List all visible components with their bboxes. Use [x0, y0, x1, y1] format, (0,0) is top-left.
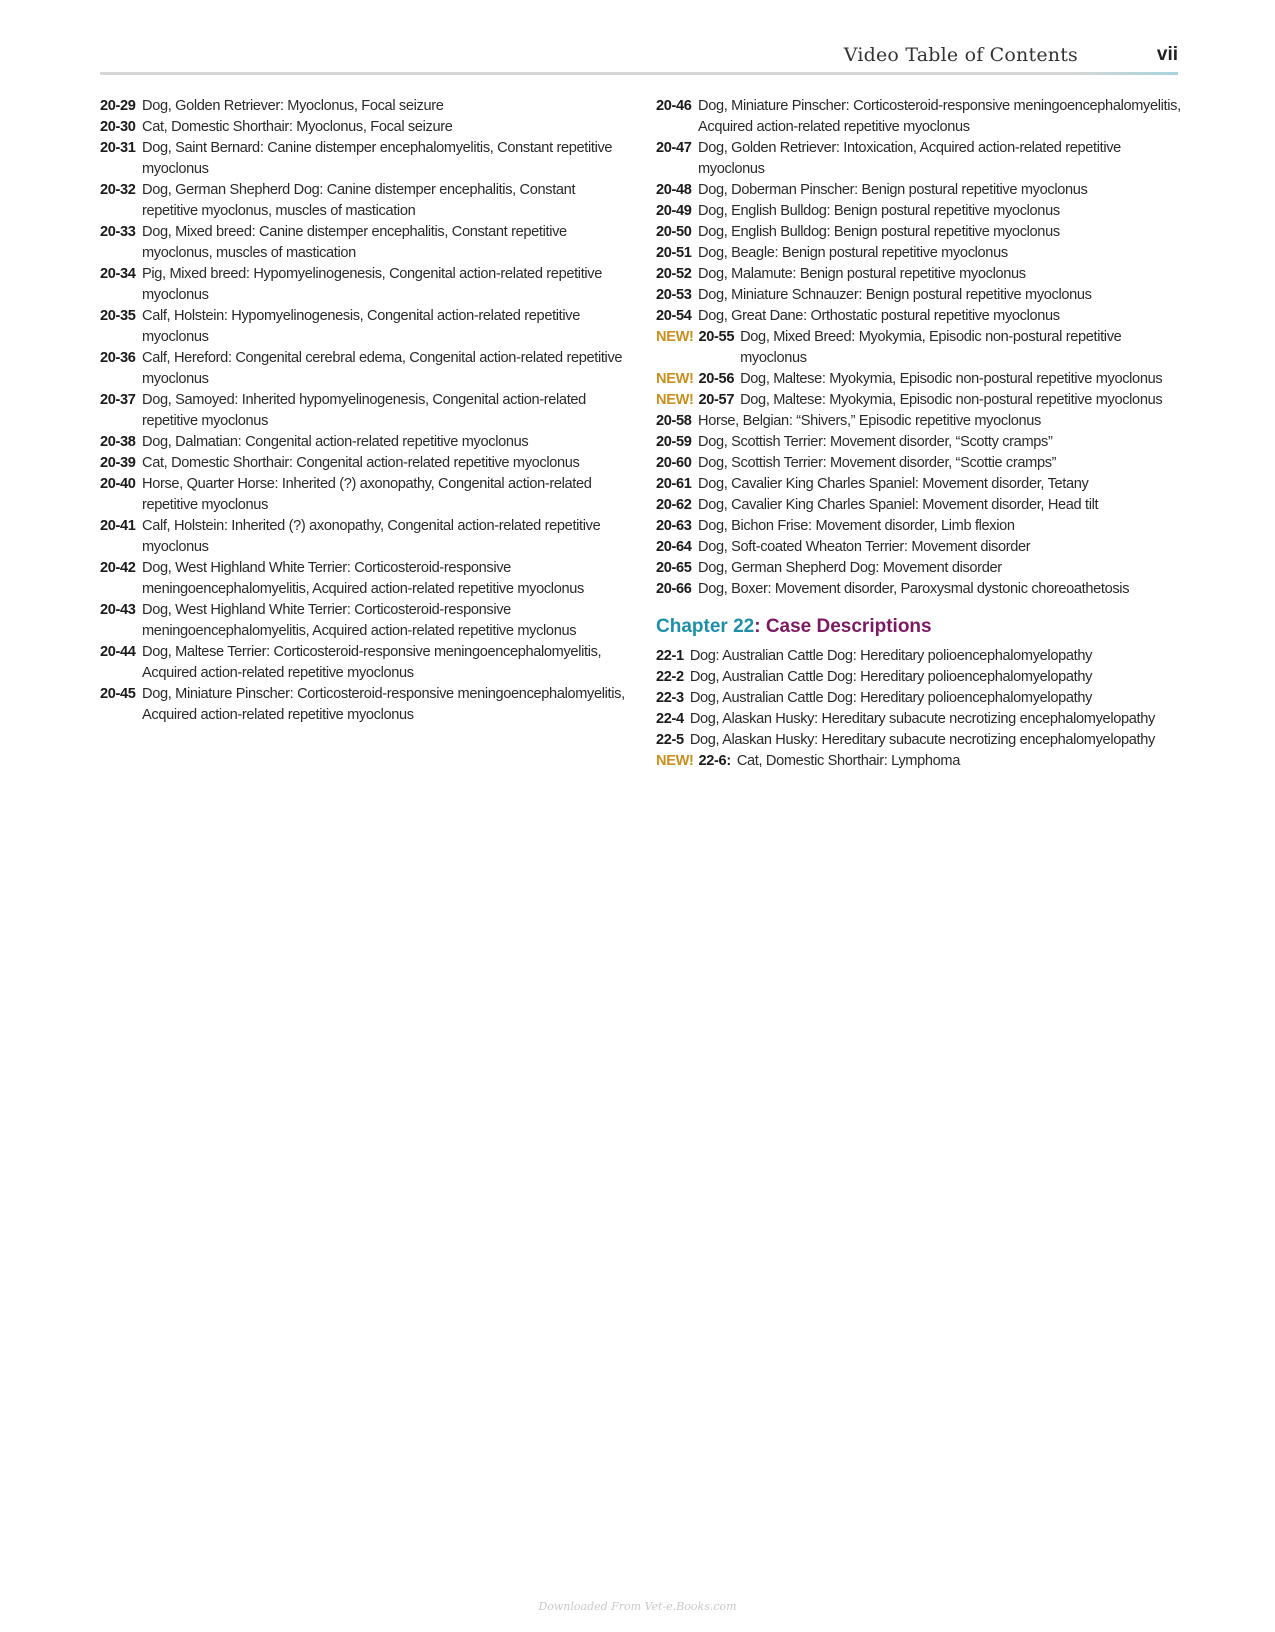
entry-number: 20-57	[698, 392, 735, 408]
chapter-title: Case Descriptions	[765, 616, 932, 637]
toc-entry	[100, 96, 630, 117]
entry-description: Dog, West Highland White Terrier: Corticosteroid-responsive meningoencephalomyelitis, Acquired action-related repetitive myoclonus	[142, 560, 584, 597]
chapter-separator: :	[754, 616, 761, 637]
toc-entry	[656, 537, 1186, 558]
new-badge: NEW!	[656, 753, 694, 769]
entry-description: Dog, Maltese: Myokymia, Episodic non-postural repetitive myoclonus	[740, 392, 1163, 408]
chapter-number: Chapter 22	[656, 616, 755, 637]
entry-description: Dog, Scottish Terrier: Movement disorder, “Scottie cramps”	[698, 455, 1057, 471]
entry-description: Pig, Mixed breed: Hypomyelinogenesis, Congenital action-related repetitive myoclonus	[142, 266, 603, 303]
entry-description: Dog, Australian Cattle Dog: Hereditary polioencephalomyelopathy	[689, 690, 1093, 706]
entry-number: 20-40	[100, 476, 136, 492]
toc-entry	[656, 579, 1186, 600]
toc-entry	[100, 642, 630, 684]
entry-description: Dog, Scottish Terrier: Movement disorder, “Scotty cramps”	[698, 434, 1053, 450]
entry-number: 22-4	[656, 711, 684, 727]
entry-description: Dog, Malamute: Benign postural repetitive myoclonus	[698, 266, 1026, 282]
entry-number: 20-66	[656, 581, 692, 597]
toc-entry	[656, 516, 1186, 537]
toc-entry	[656, 201, 1186, 222]
chapter-heading	[656, 614, 1186, 640]
entry-number: 20-47	[656, 140, 692, 156]
toc-entry	[656, 264, 1186, 285]
entry-description: Dog, Alaskan Husky: Hereditary subacute necrotizing encephalomyelopathy	[689, 732, 1155, 748]
toc-entry	[656, 730, 1186, 751]
toc-entry	[656, 688, 1186, 709]
entry-number: 20-49	[656, 203, 692, 219]
entry-number: 20-44	[100, 644, 136, 660]
entry-number: 20-51	[656, 245, 692, 261]
entry-number: 20-35	[100, 308, 136, 324]
toc-entry	[656, 453, 1186, 474]
entry-number: 20-63	[656, 518, 692, 534]
entry-description: Dog, Maltese: Myokymia, Episodic non-postural repetitive myoclonus	[740, 371, 1163, 387]
toc-entry	[656, 474, 1186, 495]
entry-number: 20-54	[656, 308, 692, 324]
toc-entry	[100, 348, 630, 390]
toc-entry	[100, 138, 630, 180]
entry-number: 20-36	[100, 350, 136, 366]
entry-number: 20-39	[100, 455, 136, 471]
entry-number: 20-31	[100, 140, 136, 156]
entry-description: Horse, Belgian: “Shivers,” Episodic repetitive myoclonus	[698, 413, 1041, 429]
entry-description: Dog, Australian Cattle Dog: Hereditary polioencephalomyelopathy	[689, 669, 1093, 685]
toc-entry	[100, 600, 630, 642]
toc-entry	[656, 646, 1186, 667]
entry-number: 20-45	[100, 686, 136, 702]
chapter-20-continued-list	[656, 96, 1186, 600]
entry-description: Dog, Doberman Pinscher: Benign postural repetitive myoclonus	[698, 182, 1088, 198]
toc-entry	[656, 390, 1186, 411]
entry-number: 20-64	[656, 539, 692, 555]
toc-entry	[656, 558, 1186, 579]
entry-number: 22-2	[656, 669, 684, 685]
entry-description: Dog, Miniature Pinscher: Corticosteroid-responsive meningoencephalomyelitis, Acquired action-related repetitive myoclonus	[142, 686, 625, 723]
entry-number: 20-42	[100, 560, 136, 576]
entry-number: 20-41	[100, 518, 136, 534]
entry-number: 20-34	[100, 266, 136, 282]
toc-entry	[656, 751, 1186, 772]
page-number: vii	[1156, 44, 1178, 65]
toc-entry	[656, 222, 1186, 243]
toc-entry	[656, 327, 1186, 369]
entry-number: 20-30	[100, 119, 136, 135]
toc-entry	[656, 495, 1186, 516]
entry-description: Horse, Quarter Horse: Inherited (?) axonopathy, Congenital action-related repetitive myoclonus	[142, 476, 592, 513]
entry-description: Dog, Cavalier King Charles Spaniel: Movement disorder, Tetany	[698, 476, 1089, 492]
entry-description: Cat, Domestic Shorthair: Myoclonus, Focal seizure	[142, 119, 453, 135]
toc-entry	[100, 222, 630, 264]
footer-watermark: Downloaded From Vet-e.Books.com	[538, 1600, 737, 1613]
entry-number: 20-53	[656, 287, 692, 303]
new-badge: NEW!	[656, 371, 694, 387]
running-header	[100, 40, 1178, 74]
entry-number: 20-48	[656, 182, 692, 198]
entry-description: Dog, English Bulldog: Benign postural repetitive myoclonus	[698, 224, 1060, 240]
toc-entry	[656, 667, 1186, 688]
entry-description: Dog, Great Dane: Orthostatic postural repetitive myoclonus	[698, 308, 1060, 324]
entry-number: 20-33	[100, 224, 136, 240]
toc-entry	[656, 138, 1186, 180]
entry-description: Dog, Bichon Frise: Movement disorder, Limb flexion	[698, 518, 1015, 534]
entry-number: 20-38	[100, 434, 136, 450]
new-badge: NEW!	[656, 392, 694, 408]
new-badge: NEW!	[656, 329, 694, 345]
toc-entry	[100, 306, 630, 348]
entry-description: Dog, West Highland White Terrier: Corticosteroid-responsive meningoencephalomyelitis, Acquired action-related repetitive myclonus	[142, 602, 577, 639]
entry-number: 20-56	[698, 371, 735, 387]
left-column	[100, 96, 630, 726]
entry-number: 20-52	[656, 266, 692, 282]
entry-description: Dog, Saint Bernard: Canine distemper encephalomyelitis, Constant repetitive myoclonus	[142, 140, 613, 177]
right-column	[656, 96, 1186, 772]
entry-number: 20-29	[100, 98, 136, 114]
toc-entry	[656, 285, 1186, 306]
entry-description: Dog, Dalmatian: Congenital action-related repetitive myoclonus	[142, 434, 529, 450]
entry-description: Dog, Soft-coated Wheaton Terrier: Movement disorder	[698, 539, 1031, 555]
toc-entry	[100, 558, 630, 600]
toc-entry	[100, 474, 630, 516]
entry-number: 22-6:	[698, 753, 731, 769]
toc-entry	[100, 516, 630, 558]
toc-entry	[656, 306, 1186, 327]
running-header-title: Video Table of Contents	[843, 44, 1078, 66]
entry-description: Dog, Boxer: Movement disorder, Paroxysmal dystonic choreoathetosis	[698, 581, 1130, 597]
chapter-22-list	[656, 646, 1186, 772]
entry-number: 20-65	[656, 560, 692, 576]
entry-number: 20-46	[656, 98, 692, 114]
toc-entry	[656, 243, 1186, 264]
entry-description: Dog, Cavalier King Charles Spaniel: Movement disorder, Head tilt	[698, 497, 1099, 513]
toc-entry	[100, 684, 630, 726]
entry-number: 20-50	[656, 224, 692, 240]
entry-number: 20-61	[656, 476, 692, 492]
entry-number: 20-62	[656, 497, 692, 513]
entry-number: 20-58	[656, 413, 692, 429]
entry-description: Dog, Miniature Pinscher: Corticosteroid-responsive meningoencephalomyelitis, Acquired action-related repetitive myoclonus	[698, 98, 1181, 135]
entry-number: 20-37	[100, 392, 136, 408]
toc-entry	[656, 432, 1186, 453]
entry-description: Dog, Maltese Terrier: Corticosteroid-responsive meningoencephalomyelitis, Acquired action-related repetitive myoclonus	[142, 644, 602, 681]
entry-description: Dog, German Shepherd Dog: Movement disorder	[698, 560, 1002, 576]
entry-description: Cat, Domestic Shorthair: Congenital action-related repetitive myoclonus	[142, 455, 580, 471]
entry-description: Dog, English Bulldog: Benign postural repetitive myoclonus	[698, 203, 1060, 219]
entry-description: Dog, Alaskan Husky: Hereditary subacute necrotizing encephalomyelopathy	[689, 711, 1155, 727]
header-rule	[100, 72, 1178, 75]
toc-entry	[656, 96, 1186, 138]
entry-number: 20-55	[698, 329, 735, 345]
toc-entry	[656, 411, 1186, 432]
entry-description: Dog, Golden Retriever: Myoclonus, Focal seizure	[142, 98, 444, 114]
toc-entry	[100, 432, 630, 453]
entry-number: 20-43	[100, 602, 136, 618]
entry-number: 20-59	[656, 434, 692, 450]
entry-description: Dog, German Shepherd Dog: Canine distemper encephalitis, Constant repetitive myoclonus, muscles of mastication	[142, 182, 576, 219]
entry-number: 22-5	[656, 732, 684, 748]
entry-number: 20-60	[656, 455, 692, 471]
toc-entry	[656, 369, 1186, 390]
entry-description: Dog, Mixed breed: Canine distemper encephalitis, Constant repetitive myoclonus, muscles of mastication	[142, 224, 567, 261]
entry-description: Calf, Holstein: Hypomyelinogenesis, Congenital action-related repetitive myoclonus	[142, 308, 580, 345]
entry-description: Dog, Beagle: Benign postural repetitive myoclonus	[698, 245, 1008, 261]
entry-description: Dog, Samoyed: Inherited hypomyelinogenesis, Congenital action-related repetitive myoclonus	[142, 392, 586, 429]
entry-description: Calf, Holstein: Inherited (?) axonopathy, Congenital action-related repetitive myoclonus	[142, 518, 601, 555]
toc-entry	[100, 180, 630, 222]
entry-description: Dog, Miniature Schnauzer: Benign postural repetitive myoclonus	[698, 287, 1092, 303]
toc-entry	[656, 709, 1186, 730]
toc-entry	[100, 453, 630, 474]
entry-description: Calf, Hereford: Congenital cerebral edema, Congenital action-related repetitive myoclonus	[142, 350, 623, 387]
toc-entry	[100, 264, 630, 306]
toc-entry	[656, 180, 1186, 201]
toc-entry	[100, 390, 630, 432]
entry-number: 22-3	[656, 690, 684, 706]
entry-number: 22-1	[656, 648, 684, 664]
entry-description: Dog, Mixed Breed: Myokymia, Episodic non-postural repetitive myoclonus	[740, 329, 1122, 366]
toc-entry	[100, 117, 630, 138]
entry-number: 20-32	[100, 182, 136, 198]
entry-description: Dog, Golden Retriever: Intoxication, Acquired action-related repetitive myoclonus	[698, 140, 1121, 177]
entry-description: Dog: Australian Cattle Dog: Hereditary polioencephalomyelopathy	[689, 648, 1093, 664]
entry-description: Cat, Domestic Shorthair: Lymphoma	[736, 753, 960, 769]
